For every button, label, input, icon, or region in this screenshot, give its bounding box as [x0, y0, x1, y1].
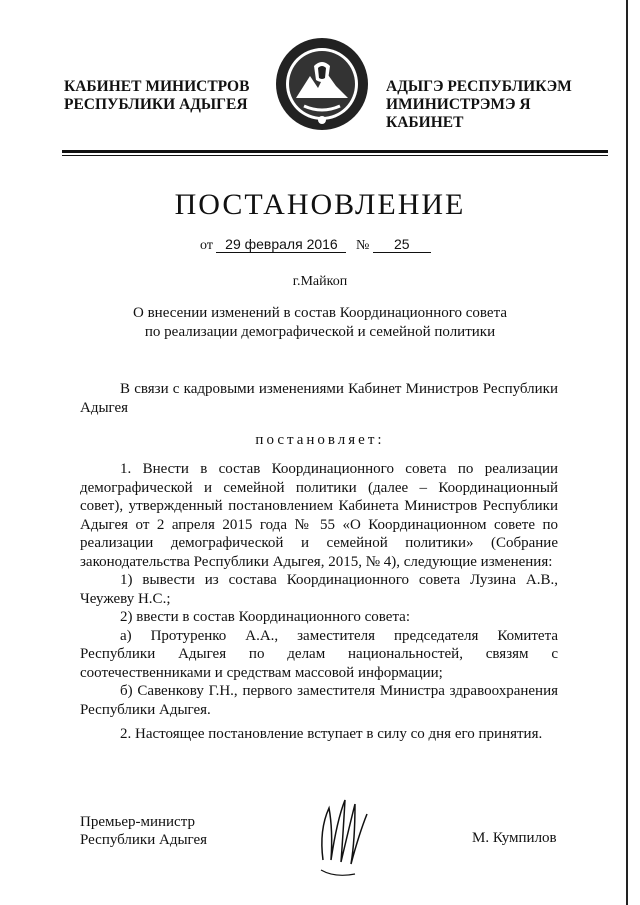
preamble: В связи с кадровыми изменениями Кабинет Министров Республики Адыгея	[80, 381, 558, 416]
date-prefix: от	[200, 238, 213, 253]
document-date: 29 февраля 2016	[216, 236, 346, 253]
subject-line1: О внесении изменений в состав Координационного совета	[133, 305, 507, 321]
issuer-left-line1: КАБИНЕТ МИНИСТРОВ	[64, 78, 250, 95]
signatory-name: М. Кумпилов	[472, 830, 557, 846]
item-1-1: 1) вывести из состава Координационного совета Лузина А.В., Чеужеву Н.С.;	[80, 572, 558, 607]
handwritten-signature	[315, 790, 375, 885]
issuer-right	[386, 78, 606, 132]
item-1-2-a: а) Протуренко А.А., заместителя председателя Комитета Республики Адыгея по делам национальностей, связям с соотечественниками и средствам массовой информации;	[80, 627, 558, 681]
document-subject	[0, 304, 640, 342]
issuer-right-line2: ИМИНИСТРЭМЭ Я КАБИНЕТ	[386, 96, 531, 131]
issuer-right-line1: АДЫГЭ РЕСПУБЛИКЭМ	[386, 78, 572, 95]
document-city: г.Майкоп	[292, 274, 348, 289]
scan-edge-line	[626, 0, 628, 905]
item-1: 1. Внести в состав Координационного совета по реализации демографической и семейной политики (далее – Координационный совет), утвержденный постановлением Кабинета Министров Республики Адыгея от 2 апреля 2015 года № 55 «О Координационном совете по реализации демографической и семейной политики» (Собрание законодательства Республики Адыгея, 2015, № 4), следующие изменения:	[80, 461, 558, 570]
item-1-2: 2) ввести в состав Координационного совета:	[120, 609, 411, 625]
header-rule-thick	[62, 150, 608, 153]
issuer-left	[64, 78, 264, 114]
header-rule-thin	[62, 155, 608, 156]
position-line1: Премьер-министр	[80, 814, 195, 830]
issuer-left-line2: РЕСПУБЛИКИ АДЫГЕЯ	[64, 96, 248, 113]
signatory-position	[80, 813, 207, 849]
item-2: 2. Настоящее постановление вступает в силу со дня его принятия.	[120, 726, 543, 742]
number-prefix: №	[355, 238, 370, 253]
date-number-line	[200, 236, 431, 254]
position-line2: Республики Адыгея	[80, 832, 208, 848]
subject-line2: по реализации демографической и семейной политики	[144, 324, 496, 340]
document-number: 25	[373, 236, 431, 253]
document-title: ПОСТАНОВЛЕНИЕ	[174, 188, 466, 221]
resolution-items	[80, 460, 558, 719]
coat-of-arms-icon	[274, 36, 370, 132]
resolves-heading: постановляет:	[255, 432, 385, 448]
item-1-2-b: б) Савенкову Г.Н., первого заместителя Министра здравоохранения Республики Адыгея.	[80, 683, 558, 718]
